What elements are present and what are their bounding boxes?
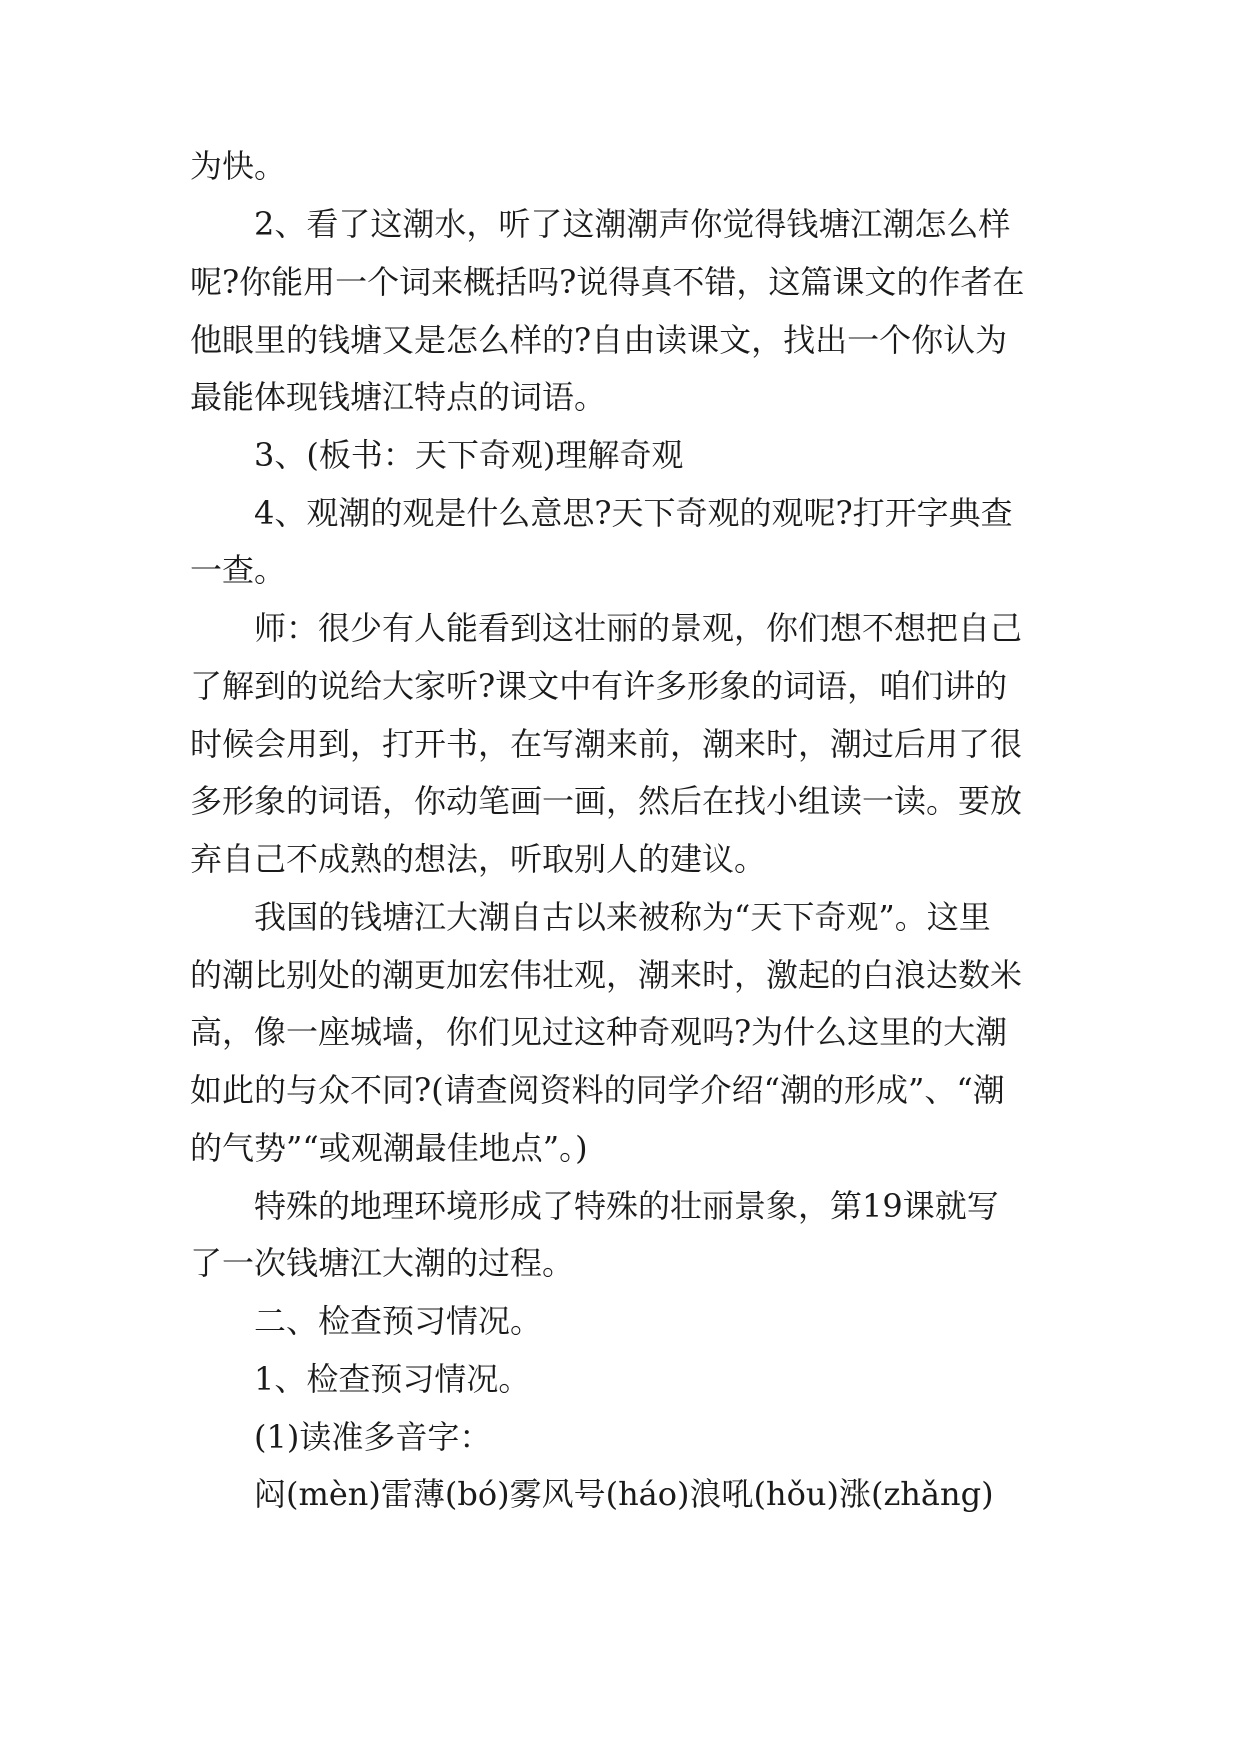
list-item: (1)读准多音字： [254,1418,492,1456]
text-line: 他眼里的钱塘又是怎么样的?自由读课文，找出一个你认为 [190,321,1008,359]
text-line: 呢?你能用一个词来概括吗?说得真不错，这篇课文的作者在 [190,263,1025,301]
section-heading: 二、检查预习情况。 [254,1302,543,1340]
paragraph-line: 4、观潮的观是什么意思?天下奇观的观呢?打开字典查 [254,494,1013,532]
text-line: 时候会用到，打开书，在写潮来前，潮来时，潮过后用了很 [190,725,1023,763]
paragraph-line: 我国的钱塘江大潮自古以来被称为“天下奇观”。这里 [254,898,991,936]
pinyin-line: 闷(mèn)雷薄(bó)雾风号(háo)浪吼(hǒu)涨(zhǎng) [254,1475,994,1513]
text-line: 的气势”“或观潮最佳地点”。) [190,1129,588,1167]
paragraph-line: 3、(板书：天下奇观)理解奇观 [254,436,684,474]
text-line: 如此的与众不同?(请查阅资料的同学介绍“潮的形成”、“潮 [190,1071,1005,1109]
list-item: 1、检查预习情况。 [254,1360,531,1398]
paragraph-line: 师：很少有人能看到这壮丽的景观，你们想不想把自己 [254,609,1023,647]
text-line: 了解到的说给大家听?课文中有许多形象的词语，咱们讲的 [190,667,1008,705]
text-line: 的潮比别处的潮更加宏伟壮观，潮来时，激起的白浪达数米 [190,956,1023,994]
text-line: 一查。 [190,551,287,589]
paragraph-line: 2、看了这潮水，听了这潮潮声你觉得钱塘江潮怎么样 [254,205,1011,243]
text-line: 了一次钱塘江大潮的过程。 [190,1244,575,1282]
text-line: 为快。 [190,147,287,185]
text-line: 多形象的词语，你动笔画一画，然后在找小组读一读。要放 [190,782,1023,820]
paragraph-line: 特殊的地理环境形成了特殊的壮丽景象，第19课就写 [254,1187,999,1225]
text-line: 高，像一座城墙，你们见过这种奇观吗?为什么这里的大潮 [190,1013,1008,1051]
text-line: 弃自己不成熟的想法，听取别人的建议。 [190,840,767,878]
text-line: 最能体现钱塘江特点的词语。 [190,378,607,416]
